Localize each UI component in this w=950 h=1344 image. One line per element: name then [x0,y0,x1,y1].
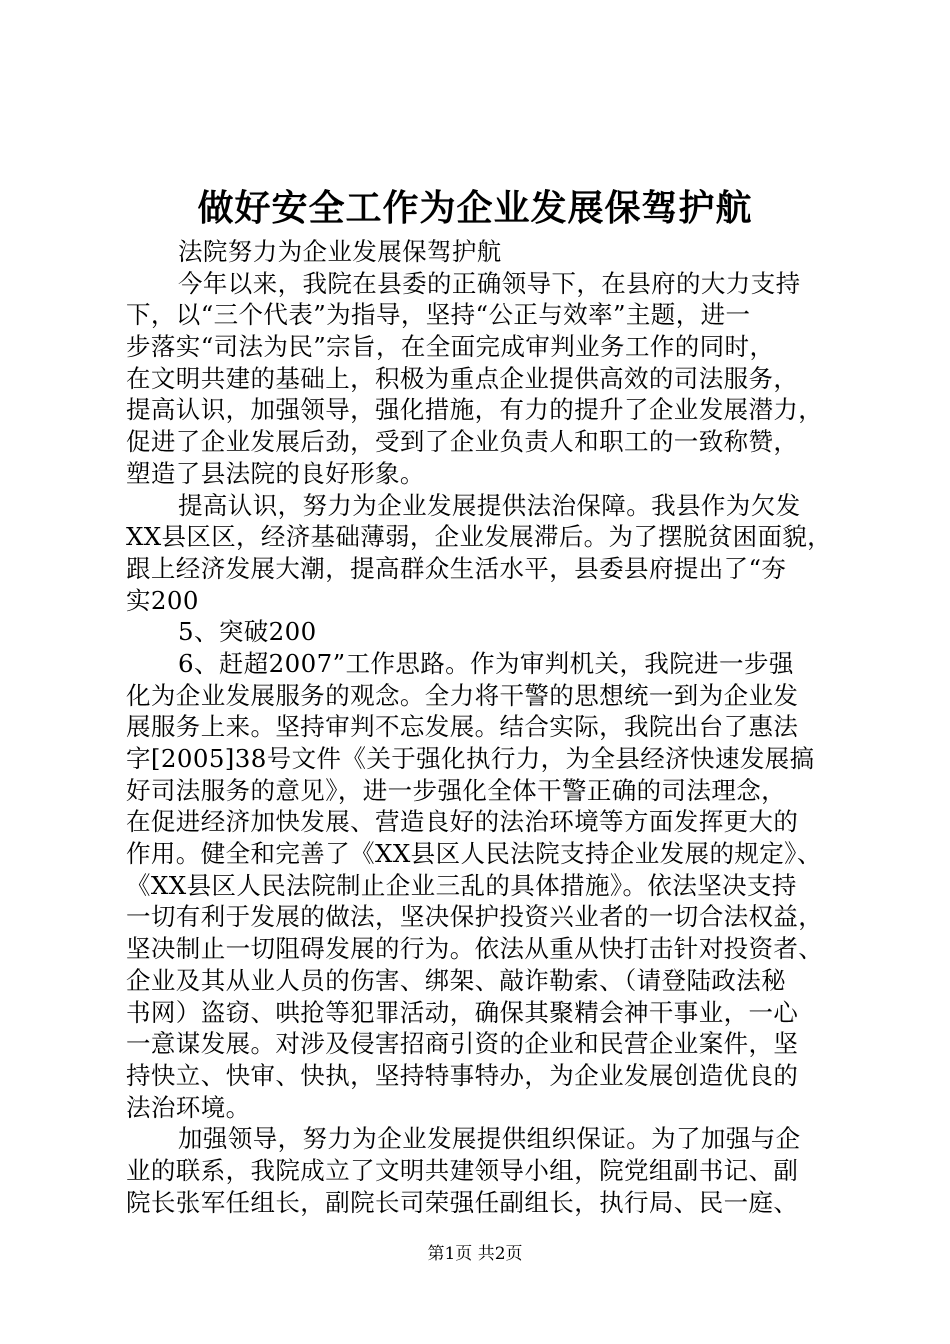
body-line: 一意谋发展。对涉及侵害招商引资的企业和民营企业案件，坚 [126,1029,799,1059]
body-line: 步落实“司法为民”宗旨，在全面完成审判业务工作的同时， [126,332,775,362]
body-line: 《XX县区人民法院制止企业三乱的具体措施》。依法坚决支持 [126,870,797,900]
body-line: 提高认识，努力为企业发展提供法治保障。我县作为欠发 [178,490,801,520]
body-line: 化为企业发展服务的观念。全力将干警的思想统一到为企业发 [126,680,799,710]
body-line: 院长张军任组长，副院长司荣强任副组长，执行局、民一庭、 [126,1187,799,1217]
body-line: 作用。健全和完善了《XX县区人民法院支持企业发展的规定》、 [126,839,822,869]
body-line: 6、赶超2007”工作思路。作为审判机关，我院进一步强 [178,648,794,678]
body-line: 书网）盗窃、哄抢等犯罪活动，确保其聚精会神干事业，一心 [126,997,799,1027]
body-line: 好司法服务的意见》，进一步强化全体干警正确的司法理念， [126,775,787,805]
body-line: 法治环境。 [126,1092,251,1122]
body-line: 一切有利于发展的做法，坚决保护投资兴业者的一切合法权益， [126,902,824,932]
body-line: 法院努力为企业发展保驾护航 [178,237,502,266]
body-line: 塑造了县法院的良好形象。 [126,458,425,488]
body-line: 持快立、快审、快执，坚持特事特办，为企业发展创造优良的 [126,1060,799,1090]
body-line: 促进了企业发展后劲，受到了企业负责人和职工的一致称赞， [126,427,799,457]
body-line: 企业及其从业人员的伤害、绑架、敲诈勒索、（请登陆政法秘 [126,965,787,995]
body-line: 跟上经济发展大潮，提高群众生活水平，县委县府提出了“夯 [126,553,787,583]
body-line: 在文明共建的基础上，积极为重点企业提供高效的司法服务， [126,363,799,393]
body-line: 今年以来，我院在县委的正确领导下，在县府的大力支持 [178,268,801,298]
body-line: 下，以“三个代表”为指导，坚持“公正与效率”主题，进一 [126,300,751,330]
body-line: 加强领导，努力为企业发展提供组织保证。为了加强与企 [178,1124,801,1154]
document-title: 做好安全工作为企业发展保驾护航 [197,187,753,229]
document-body [126,236,832,1218]
body-line: 5、突破200 [178,617,317,647]
body-line: 字[2005]38号文件《关于强化执行力，为全县经济快速发展搞 [126,744,815,773]
body-line: 提高认识，加强领导，强化措施，有力的提升了企业发展潜力， [126,395,824,425]
body-line: 实200 [126,585,199,615]
body-line: 坚决制止一切阻碍发展的行为。依法从重从快打击针对投资者、 [126,934,824,964]
page-footer: 第1页 共2页 [427,1244,523,1264]
body-line: 业的联系，我院成立了文明共建领导小组，院党组副书记、副 [126,1155,799,1185]
body-line: 展服务上来。坚持审判不忘发展。结合实际，我院出台了惠法 [126,712,799,742]
body-line: XX县区区，经济基础薄弱，企业发展滞后。为了摆脱贫困面貌， [126,522,832,552]
body-line: 在促进经济加快发展、营造良好的法治环境等方面发挥更大的 [126,807,799,837]
